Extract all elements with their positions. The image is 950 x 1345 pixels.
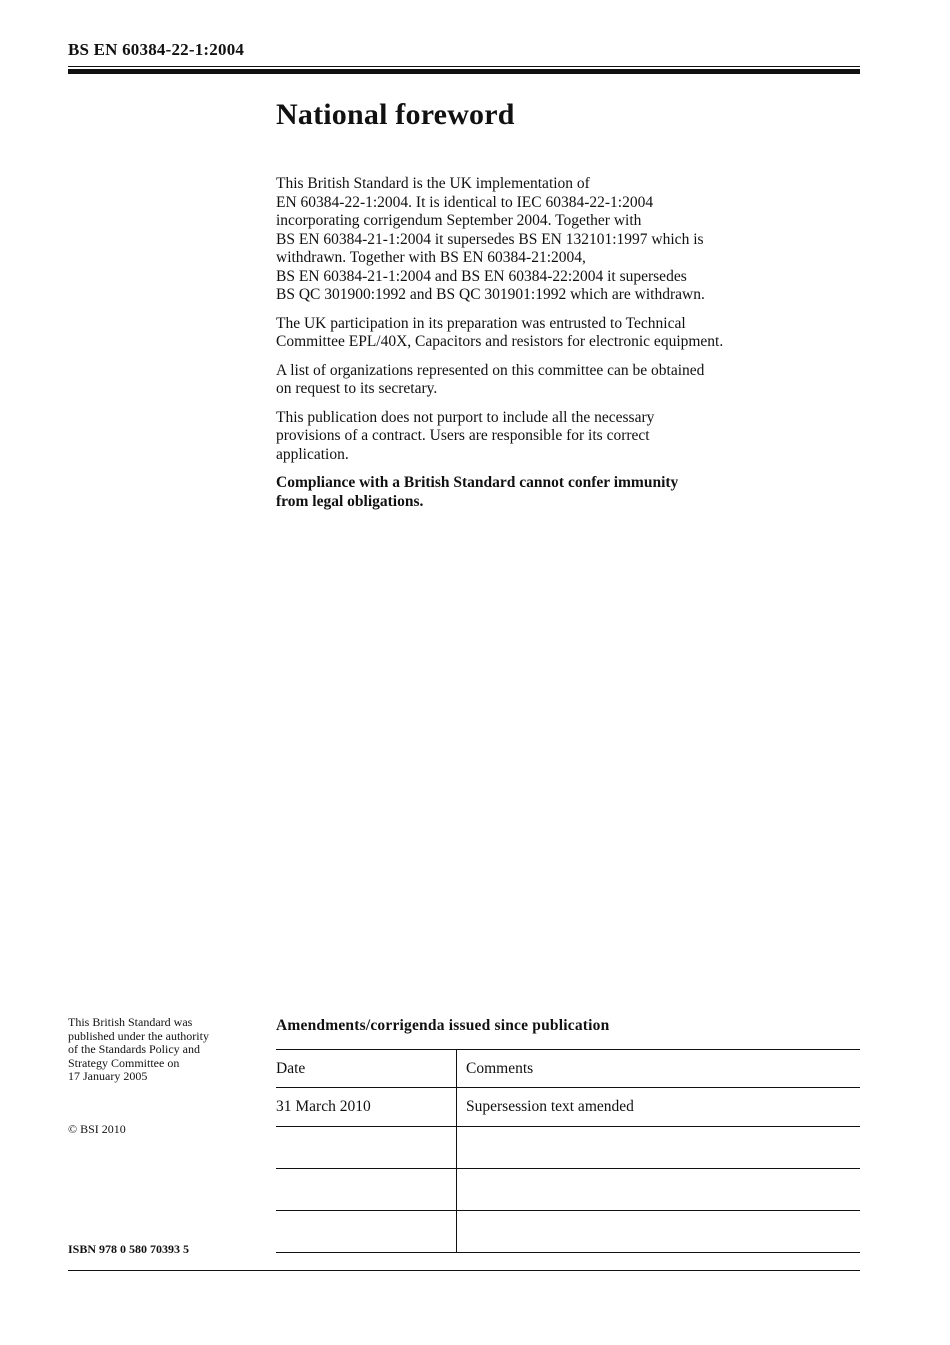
foreword-body — [276, 175, 836, 521]
cell-date — [276, 1127, 457, 1169]
text-line: 17 January 2005 — [68, 1069, 148, 1083]
text-line: A list of organizations represented on this committee can be obtained — [276, 361, 705, 379]
publication-note — [68, 1016, 268, 1084]
text-line: Committee EPL/40X, Capacitors and resistors for electronic equipment. — [276, 333, 724, 350]
text-line: of the Standards Policy and — [68, 1042, 200, 1056]
amendments-heading: Amendments/corrigenda issued since publication — [276, 1017, 610, 1034]
text-line: incorporating corrigendum September 2004. Together with — [276, 212, 642, 229]
text-line: BS EN 60384-21-1:2004 it supersedes BS EN 132101:1997 which is — [276, 230, 704, 248]
paragraph-contract — [276, 409, 836, 465]
header-rule-thin — [68, 66, 860, 67]
text-line: application. — [276, 445, 349, 463]
text-line: on request to its secretary. — [276, 380, 438, 397]
text-line: Compliance with a British Standard cannot confer immunity — [276, 474, 679, 491]
text-line: This publication does not purport to include all the necessary — [276, 408, 655, 426]
copyright-notice: © BSI 2010 — [68, 1122, 126, 1136]
text-line: This British Standard is the UK implementation of — [276, 175, 590, 192]
document-id: BS EN 60384-22-1:2004 — [68, 40, 245, 59]
paragraph-implementation — [276, 175, 836, 305]
paragraph-participation — [276, 315, 836, 352]
text-line: BS QC 301900:1992 and BS QC 301901:1992 which are withdrawn. — [276, 286, 705, 303]
text-line: from legal obligations. — [276, 492, 424, 510]
cell-comments — [457, 1169, 861, 1211]
column-header-date: Date — [276, 1050, 457, 1088]
cell-date: 31 March 2010 — [276, 1088, 457, 1127]
cell-comments: Supersession text amended — [457, 1088, 861, 1127]
paragraph-compliance — [276, 474, 836, 511]
cell-date — [276, 1211, 457, 1253]
cell-date — [276, 1169, 457, 1211]
text-line: EN 60384-22-1:2004. It is identical to IEC 60384-22-1:2004 — [276, 193, 654, 211]
header-rule-thick — [68, 69, 860, 74]
text-line: published under the authority — [68, 1028, 209, 1043]
table-row — [276, 1127, 860, 1169]
paragraph-organizations — [276, 362, 836, 399]
table-row — [276, 1088, 860, 1127]
table-row — [276, 1211, 860, 1253]
text-line: withdrawn. Together with BS EN 60384-21:2004, — [276, 249, 586, 266]
text-line: Strategy Committee on — [68, 1055, 180, 1070]
footer-rule — [68, 1270, 860, 1271]
cell-comments — [457, 1127, 861, 1169]
amendments-table — [276, 1049, 860, 1253]
text-line: provisions of a contract. Users are responsible for its correct — [276, 427, 650, 444]
table-header-row — [276, 1050, 860, 1088]
cell-comments — [457, 1211, 861, 1253]
text-line: This British Standard was — [68, 1015, 193, 1029]
text-line: BS EN 60384-21-1:2004 and BS EN 60384-22:2004 it supersedes — [276, 267, 687, 285]
column-header-comments: Comments — [457, 1050, 861, 1088]
table-row — [276, 1169, 860, 1211]
page-title: National foreword — [276, 98, 515, 131]
isbn: ISBN 978 0 580 70393 5 — [68, 1242, 190, 1256]
text-line: The UK participation in its preparation was entrusted to Technical — [276, 314, 686, 332]
